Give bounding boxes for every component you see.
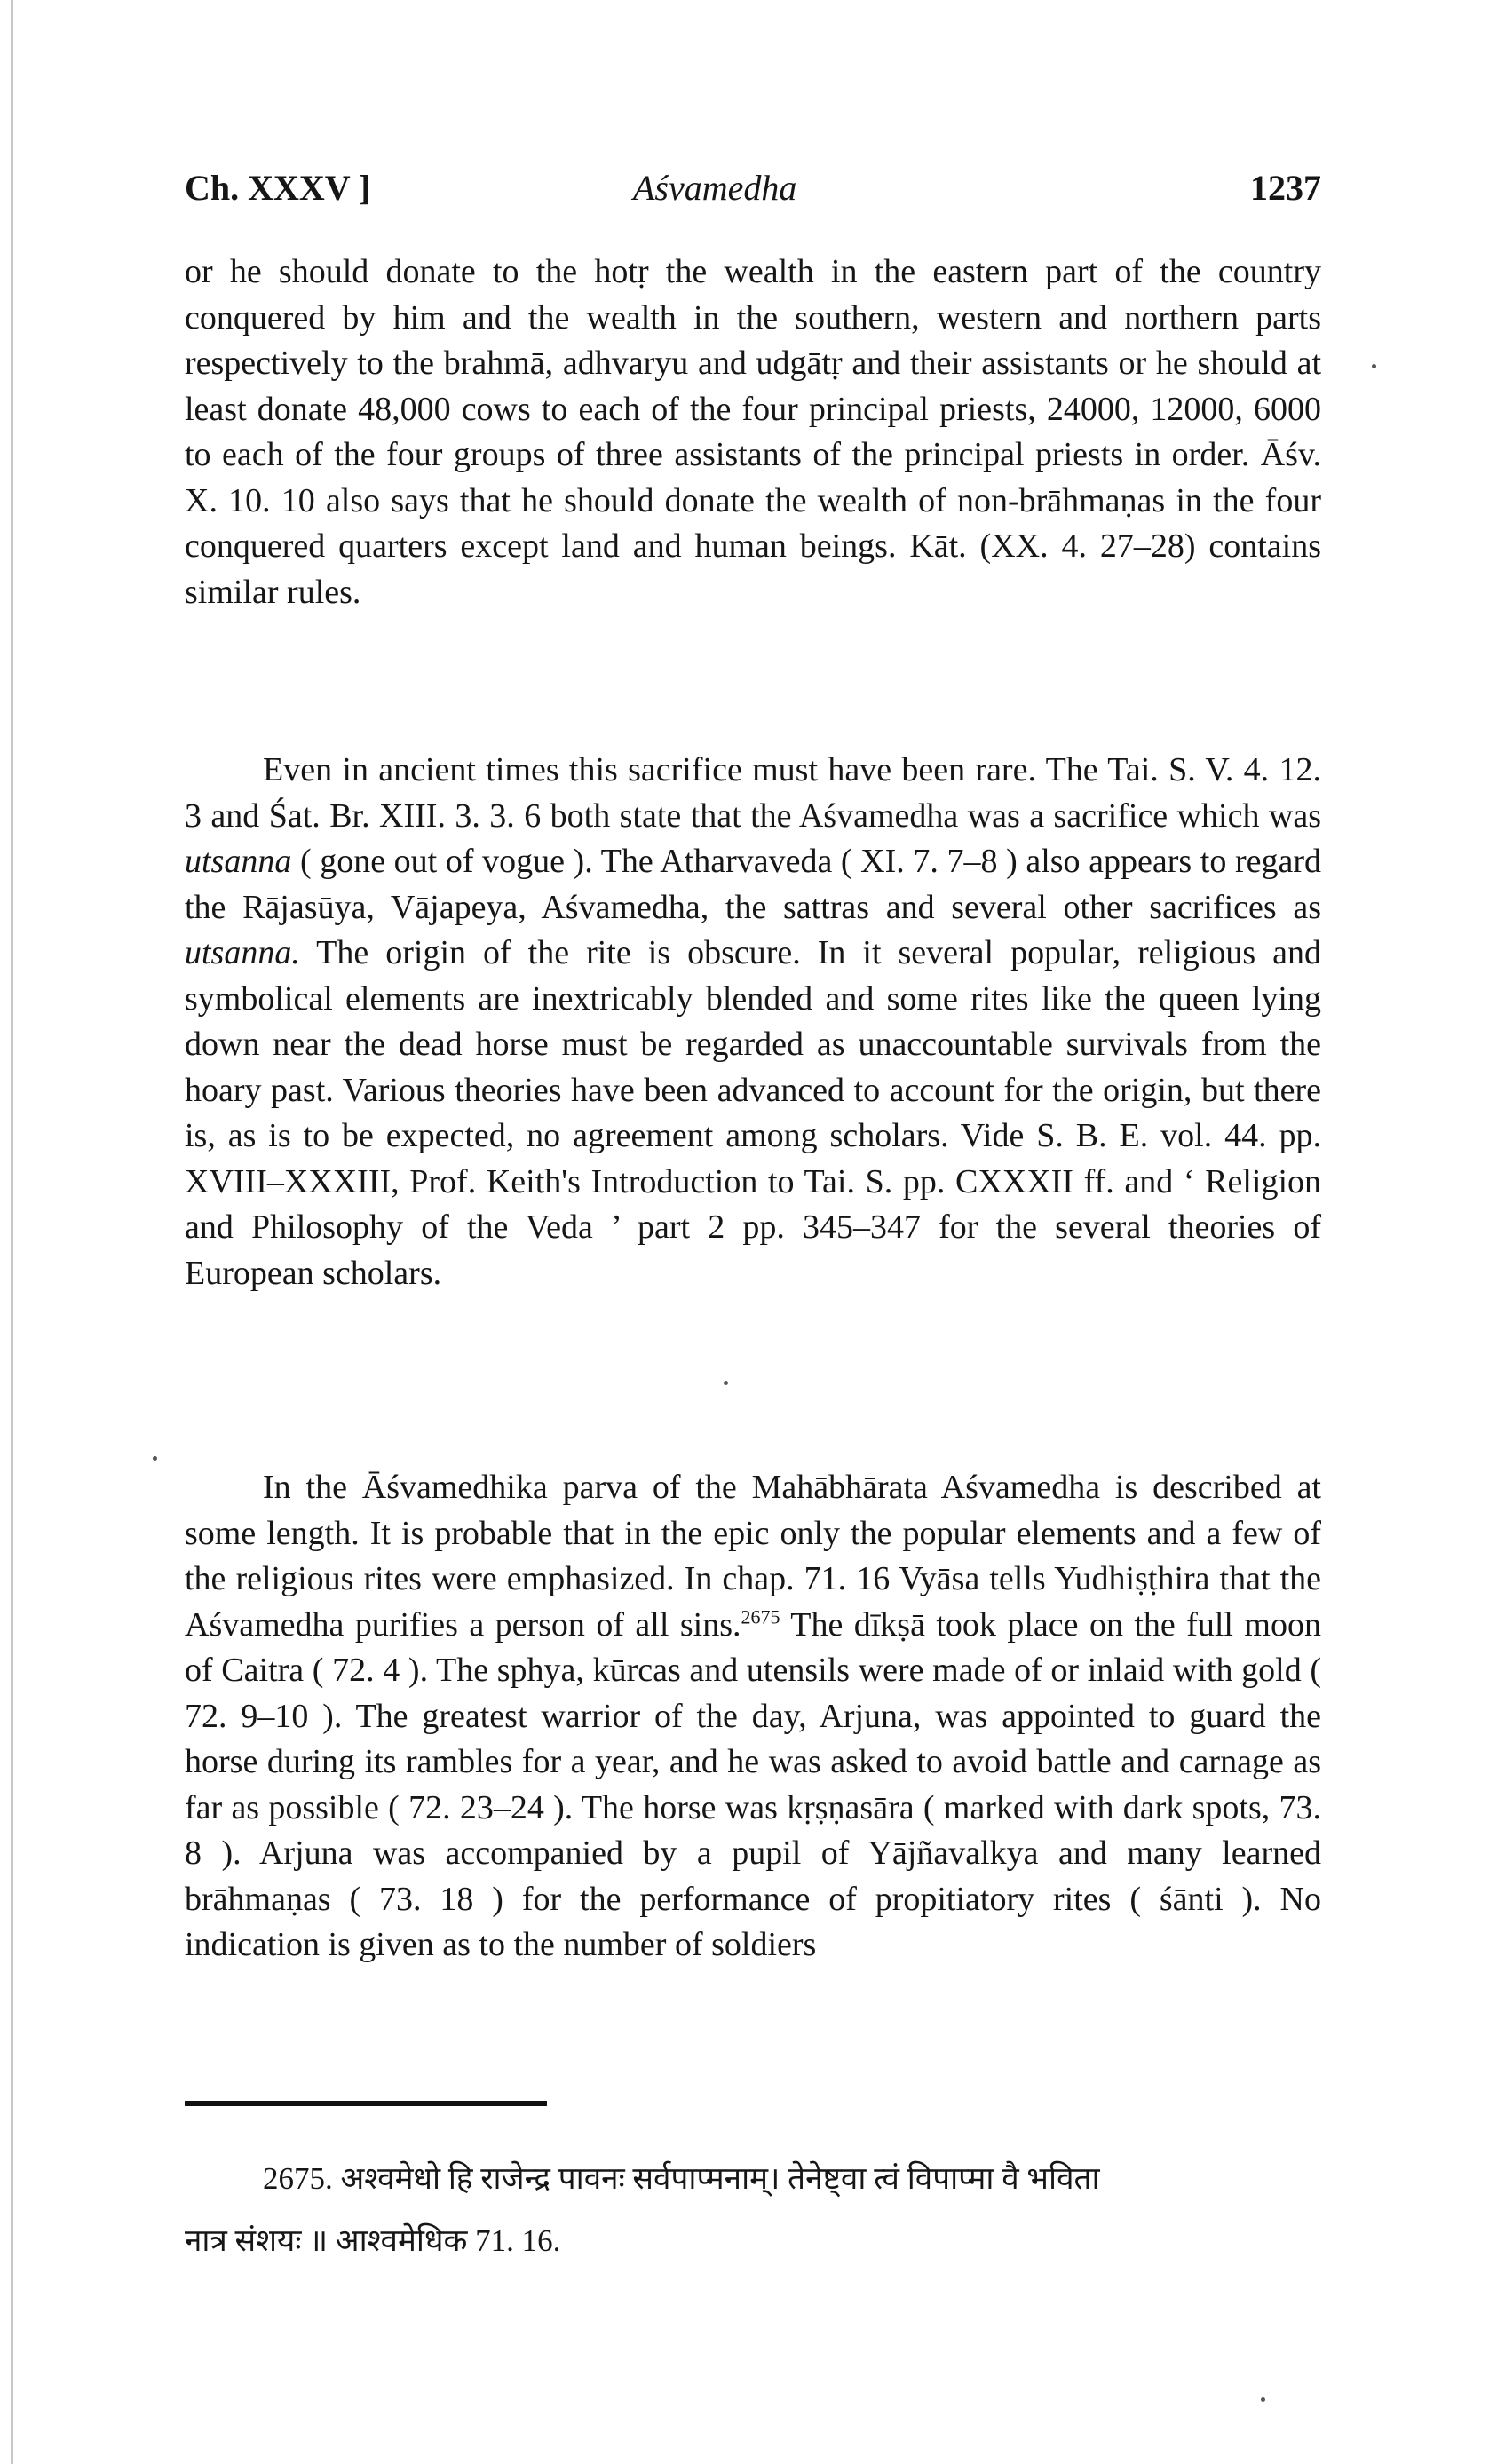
running-header — [185, 167, 1321, 220]
paragraph-2-text-b: ( gone out of vogue ). The Atharvaveda ( XI. 7. 7–8 ) also appears to regard the Rājasūya, Vājapeya, Aśvamedha, the sattras and several other sacrifices as — [185, 843, 1321, 926]
paragraph-2-text-c: The origin of the rite is obscure. In it several popular, religious and symbolical elements are inextricably blended and some rites like the queen lying down near the dead horse must be regarded as unaccountable survivals from the hoary past. Various theories have been advanced to account for the origin, but there is, as is to be expected, no agreement among scholars. Vide S. B. E. vol. 44. pp. XVIII–XXXIII, Prof. Keith's Introduction to Tai. S. pp. CXXXII ff. and ‘ Religion and Philosophy of the Veda ’ part 2 pp. 345–347 for the several theories of European scholars. — [185, 934, 1321, 1292]
paragraph-2-emphasis-a: utsanna — [185, 843, 292, 880]
paragraph-1: or he should donate to the hotṛ the wealth in the eastern part of the country conquered by him and the wealth in the southern, western and northern parts respectively to the brahmā, adhvaryu and udgātṛ and their assistants or he should at least donate 48,000 cows to each of the four principal priests, 24000, 12000, 6000 to each of the four groups of three assistants of the principal priests in order. Āśv. X. 10. 10 also says that he should donate the wealth of non-brāhmaṇas in the four conquered quarters except land and human beings. Kāt. (XX. 4. 27–28) contains similar rules. — [185, 253, 1321, 611]
paragraph-3 — [185, 1465, 1321, 1969]
paragraph-2-text-a: Even in ancient times this sacrifice must have been rare. The Tai. S. V. 4. 12. 3 and Śat. Br. XIII. 3. 3. 6 both state that the Aśvamedha was a sacrifice which was — [185, 751, 1321, 835]
chapter-label: Ch. XXXV ] — [185, 168, 371, 208]
footnote-line-1: 2675. अश्वमेधो हि राजेन्द्र पावनः सर्वपाप्मनाम्। तेनेष्ट्वा त्वं विपाप्मा वै भविता — [263, 2161, 1100, 2196]
footnote-rule — [185, 2101, 547, 2106]
paragraph-3-text-b: The dīkṣā took place on the full moon of Caitra ( 72. 4 ). The sphya, kūrcas and utensils were made of or inlaid with gold ( 72. 9–10 ). The greatest warrior of the day, Arjuna, was appointed to guard the horse during its rambles for a year, and he was asked to avoid battle and carnage as far as possible ( 72. 23–24 ). The horse was kṛṣṇasāra ( marked with dark spots, 73. 8 ). Arjuna was accompanied by a pupil of Yājñavalkya and many learned brāhmaṇas ( 73. 18 ) for the performance of propitiatory rites ( śānti ). No indication is given as to the number of soldiers — [185, 1605, 1321, 1963]
scan-speck — [153, 1456, 157, 1461]
paragraph-3-text-a: In the Āśvamedhika parva of the Mahābhārata Aśvamedha is described at some length. It is probable that in the epic only the popular elements and a few of the religious rites were emphasized. In chap. 71. 16 Vyāsa tells Yudhiṣṭhira that the Aśvamedha purifies a person of all sins. — [185, 1469, 1321, 1644]
scan-speck — [1372, 364, 1376, 368]
running-title: Aśvamedha — [633, 168, 797, 208]
scan-edge-line — [11, 0, 13, 2464]
page-number: 1237 — [1250, 168, 1321, 208]
scan-speck — [1261, 2397, 1265, 2402]
scan-speck — [724, 1381, 728, 1385]
paragraph-2-emphasis-b: utsanna. — [185, 934, 300, 971]
paragraph-2 — [185, 748, 1321, 1296]
footnote-line-2: नात्र संशयः ॥ आश्वमेधिक 71. 16. — [185, 2223, 561, 2258]
footnote-reference[interactable]: 2675 — [741, 1604, 780, 1628]
